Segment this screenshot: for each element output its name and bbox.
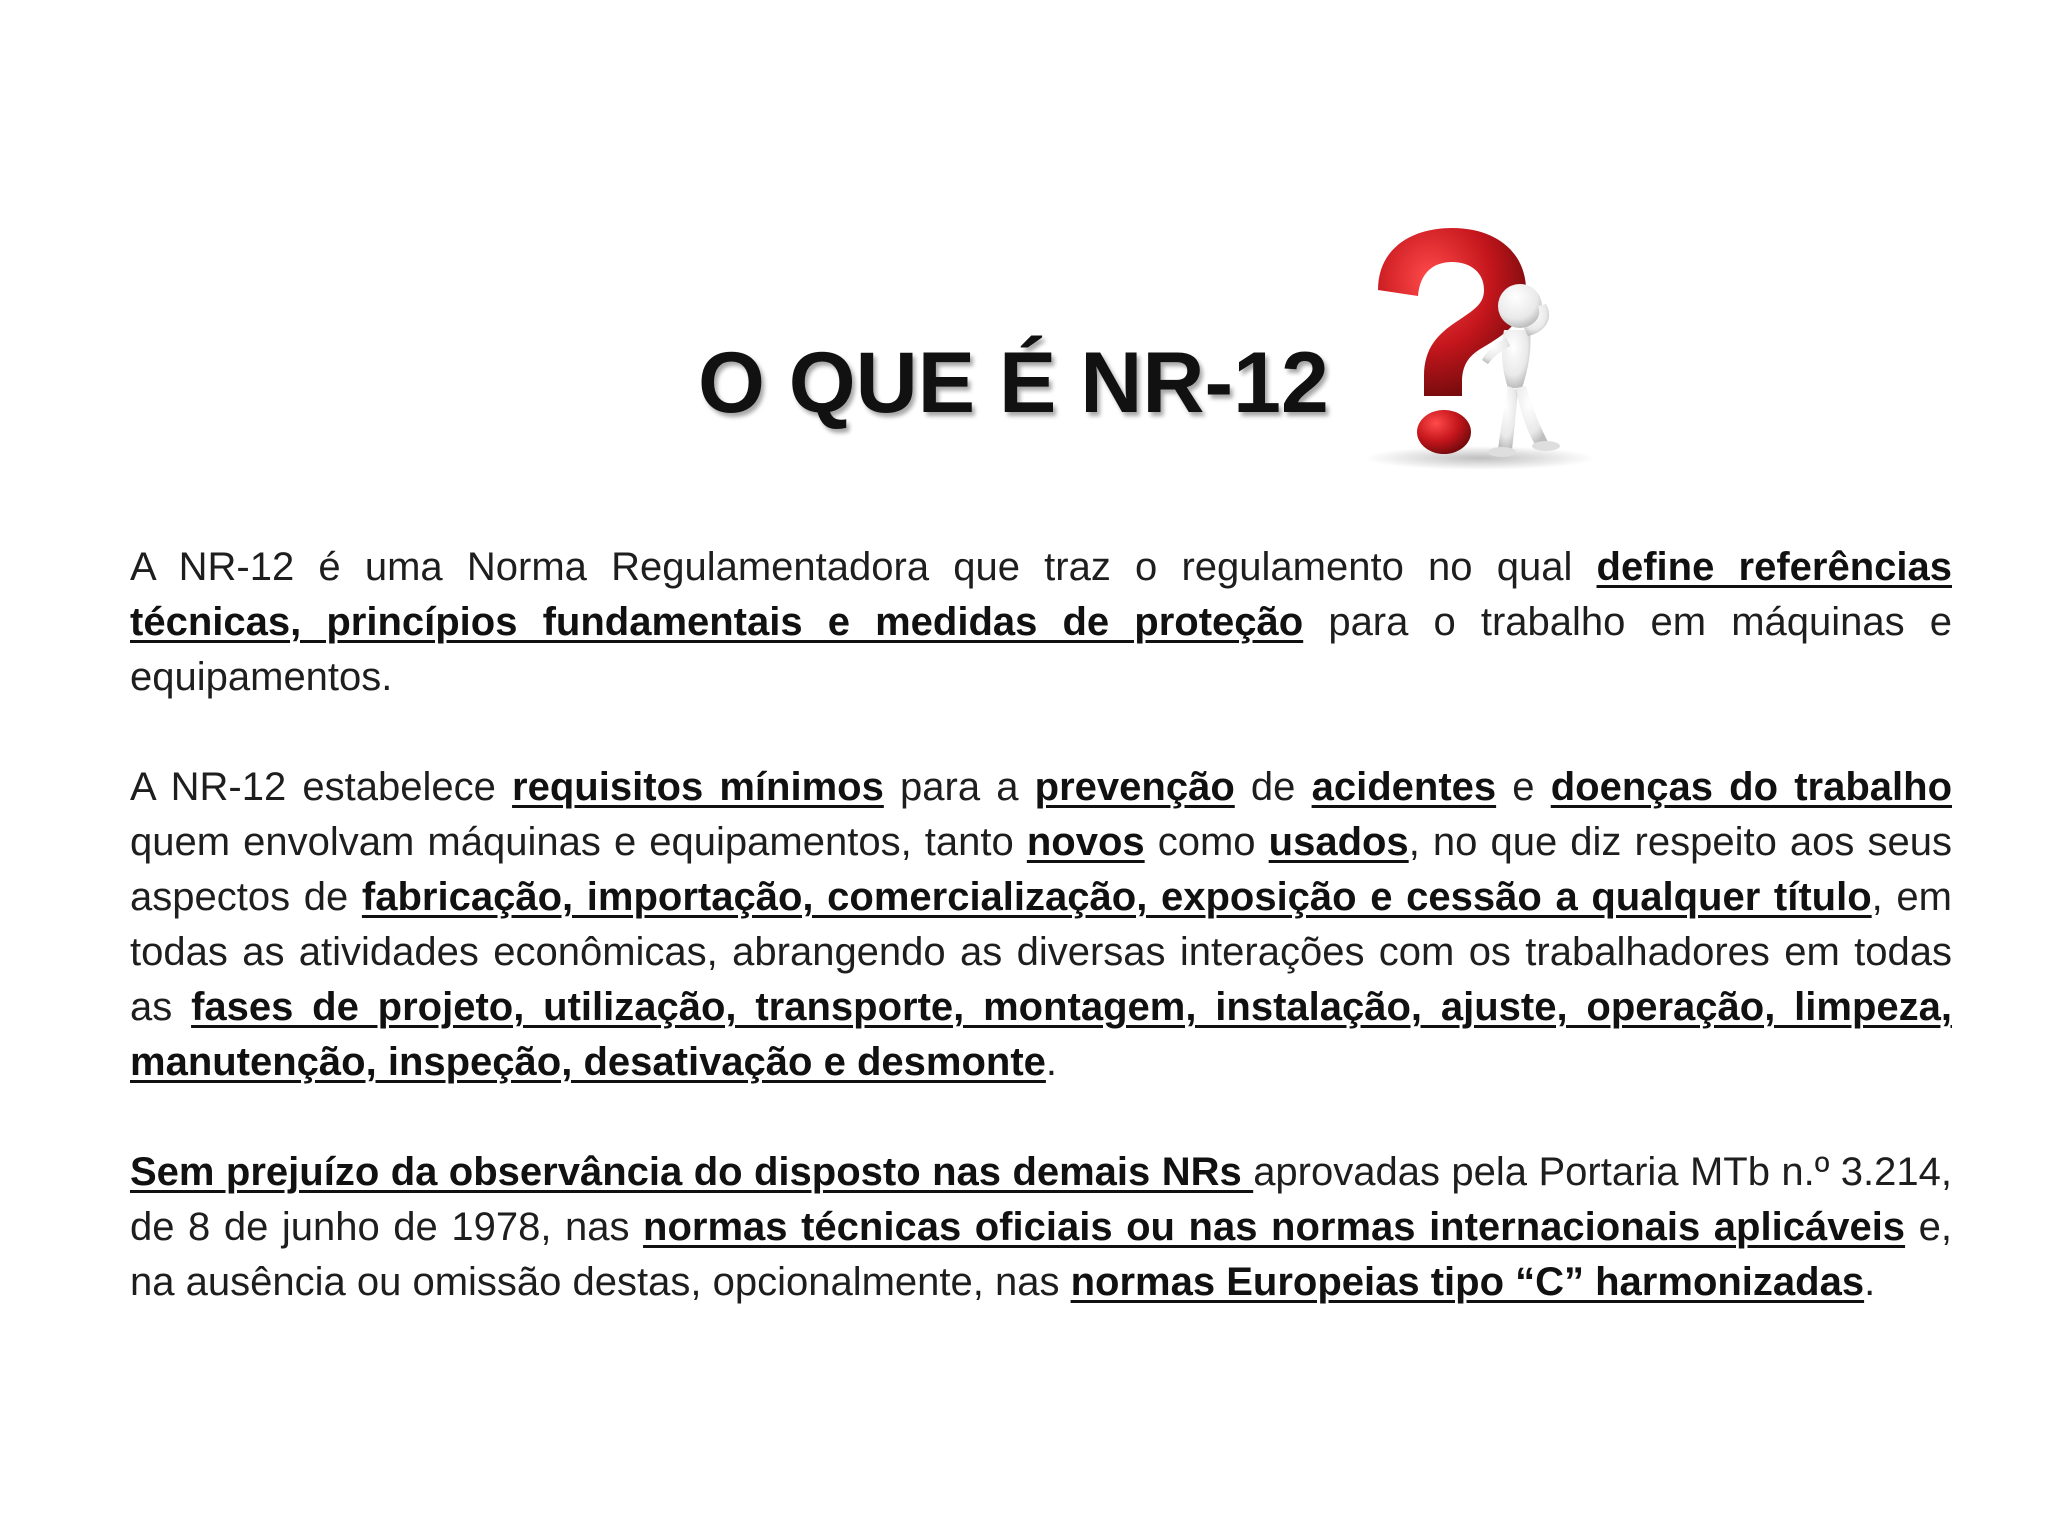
text-run: quem envolvam máquinas e equipamentos, tanto — [130, 820, 1027, 864]
text-run: de — [1234, 765, 1312, 809]
text-run: aprovadas pela Portaria MTb n.º 3.214, de 8 de junho de 1978, nas — [130, 1150, 1953, 1249]
text-run: . — [1045, 1040, 1058, 1084]
emphasized-text: define referências técnicas, princípios fundamentais e medidas de proteção — [130, 545, 1952, 644]
text-run: . — [1864, 1260, 1876, 1304]
emphasized-text: requisitos mínimos — [512, 765, 884, 809]
emphasized-text: prevenção — [1034, 765, 1235, 809]
text-run: A NR-12 estabelece — [130, 765, 513, 809]
emphasized-text: acidentes — [1311, 765, 1497, 809]
question-mark-thinking-figure-icon — [1350, 220, 1600, 470]
emphasized-text: normas Europeias tipo “C” harmonizadas — [1070, 1260, 1865, 1304]
paragraph-requirements — [130, 760, 1952, 1090]
emphasized-text: Sem prejuízo da observância do disposto nas demais NRs — [130, 1150, 1254, 1194]
text-run: A NR-12 é uma Norma Regulamentadora que traz o regulamento no qual — [130, 545, 1597, 589]
text-run: como — [1144, 820, 1269, 864]
text-run: para o trabalho em máquinas e equipamentos. — [130, 600, 1952, 699]
text-run: , em todas as atividades econômicas, abrangendo as diversas interações com os trabalhadores em todas as — [130, 875, 1953, 1029]
emphasized-text: novos — [1026, 820, 1145, 864]
emphasized-text: fabricação, importação, comercialização, exposição e cessão a qualquer título — [361, 875, 1872, 919]
page-title: O QUE É NR-12 — [698, 335, 1329, 431]
paragraph-standards — [130, 1145, 1952, 1310]
text-run: e — [1496, 765, 1551, 809]
emphasized-text: doenças do trabalho — [1550, 765, 1952, 809]
text-run: , no que diz respeito aos seus aspectos de — [130, 820, 1952, 919]
emphasized-text: normas técnicas oficiais ou nas normas internacionais aplicáveis — [643, 1205, 1906, 1249]
emphasized-text: usados — [1268, 820, 1409, 864]
paragraph-definition — [130, 540, 1952, 705]
title-row — [0, 200, 2048, 480]
body-text — [130, 540, 1952, 1365]
emphasized-text: fases de projeto, utilização, transporte, montagem, instalação, ajuste, operação, limpeza, manutenção, inspeção, desativação e desmonte — [130, 985, 1952, 1084]
text-run: para a — [883, 765, 1035, 809]
text-run: e, na ausência ou omissão destas, opcionalmente, nas — [130, 1205, 1952, 1304]
